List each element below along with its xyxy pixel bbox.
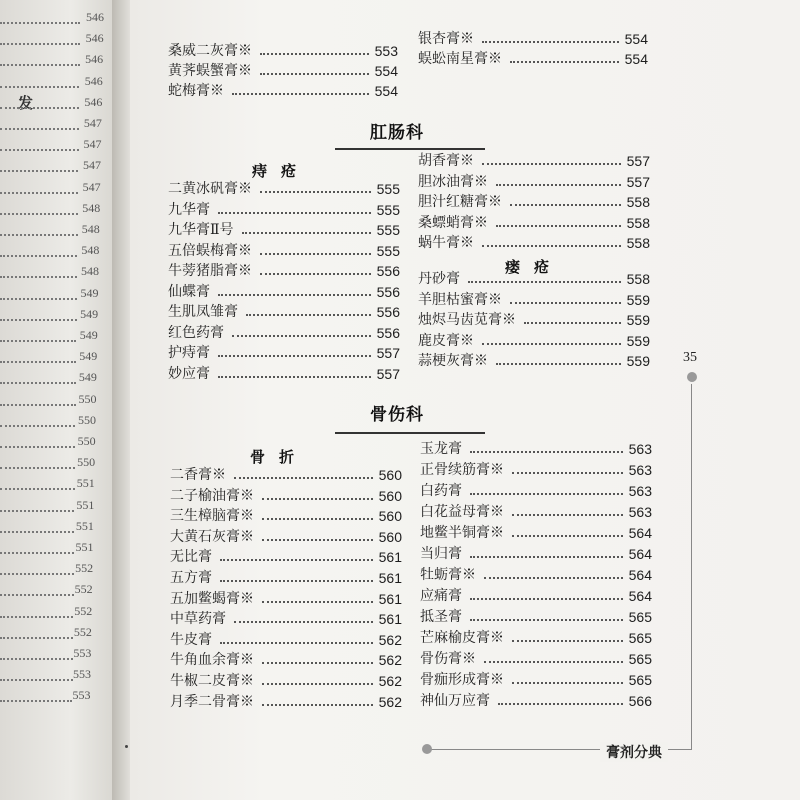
toc-entry: [418, 309, 650, 329]
dot-leader: [0, 213, 78, 215]
dot-leader: [262, 662, 373, 664]
toc-entry-page: 560: [378, 528, 402, 545]
dot-leader: [0, 276, 77, 278]
toc-entry-name: 蜗牛膏※: [418, 235, 474, 251]
page-marker-dot: [687, 372, 697, 382]
toc-entry-page: 559: [626, 332, 650, 349]
dot-leader: [260, 53, 369, 55]
toc-entry: [170, 546, 402, 566]
toc-entry: [420, 627, 652, 647]
left-page-number: 547: [83, 116, 102, 130]
left-page-number: 552: [74, 603, 93, 618]
dot-leader: [218, 294, 371, 296]
toc-entry: [418, 289, 650, 309]
dot-leader: [498, 703, 623, 705]
toc-entry-name: 桑威二灰膏※: [168, 43, 252, 59]
toc-entry-name: 牛椒二皮膏※: [170, 673, 254, 689]
toc-entry-name: 三生樟脑膏※: [170, 508, 254, 525]
toc-entry-name: 白药膏: [420, 483, 462, 499]
toc-entry: [168, 219, 400, 239]
toc-entry: [170, 505, 402, 525]
toc-entry-page: 556: [376, 304, 400, 320]
left-page-number: 551: [76, 497, 95, 512]
left-page-number: 546: [86, 10, 104, 24]
toc-entry: [418, 191, 650, 211]
left-page-number: 550: [77, 434, 96, 448]
toc-entry: [420, 585, 652, 605]
toc-entry-name: 二子榆油膏※: [170, 487, 254, 504]
dot-leader: [220, 559, 373, 561]
left-page-number: 548: [82, 200, 101, 215]
toc-entry-name: 二黄冰矾膏※: [168, 181, 252, 197]
toc-entry-page: 561: [378, 570, 402, 586]
toc-entry: [168, 80, 398, 100]
toc-entry-page: 564: [628, 546, 652, 562]
left-page-number: 550: [77, 455, 96, 470]
section-title-orthopedics: 骨伤科: [370, 405, 424, 425]
toc-entry-page: 554: [374, 83, 398, 99]
toc-entry-name: 牛角血余膏※: [170, 652, 254, 669]
toc-entry-name: 丹砂膏: [418, 271, 460, 287]
toc-entry-name: 五倍蜈梅膏※: [168, 242, 252, 259]
toc-entry: [170, 649, 402, 669]
dot-leader: [260, 73, 369, 75]
dot-leader: [0, 467, 75, 469]
toc-entry-name: 九华膏: [168, 201, 210, 218]
toc-entry-page: 556: [376, 283, 400, 300]
toc-entry-name: 鹿皮膏※: [418, 332, 474, 349]
dot-leader: [0, 298, 77, 300]
toc-entry-name: 烛烬马齿苋膏※: [418, 312, 516, 328]
toc-entry: [168, 40, 398, 60]
dot-leader: [510, 204, 621, 206]
toc-entry-name: 牛皮膏: [170, 631, 212, 648]
toc-entry-page: 555: [376, 201, 400, 218]
left-page-number: 550: [78, 391, 97, 406]
toc-entry-page: 554: [624, 31, 648, 47]
dot-leader: [512, 682, 623, 684]
toc-entry: [418, 171, 650, 191]
toc-entry: [168, 240, 400, 260]
toc-entry-name: 骨伤膏※: [420, 651, 476, 667]
toc-entry: [420, 438, 652, 458]
toc-entry-name: 正骨续筋膏※: [420, 462, 504, 478]
dot-leader: [0, 361, 76, 363]
toc-entry-page: 564: [628, 525, 652, 541]
dot-leader: [510, 302, 621, 304]
dot-leader: [0, 658, 73, 660]
toc-entry-name: 骨痂形成膏※: [420, 672, 504, 688]
toc-entry-page: 558: [626, 271, 650, 287]
dot-leader: [0, 700, 72, 702]
toc-entry-name: 蛇梅膏※: [168, 83, 224, 99]
dot-leader: [242, 232, 371, 234]
left-page-number: 546: [84, 94, 103, 109]
dot-leader: [234, 477, 373, 479]
toc-entry-name: 当归膏: [420, 546, 462, 562]
toc-entry-name: 黄荠蜈蟹膏※: [168, 63, 252, 79]
toc-entry: [168, 301, 400, 321]
toc-entry: [418, 350, 650, 370]
ink-fleck: [125, 745, 128, 748]
toc-entry: [168, 199, 400, 219]
toc-entry-name: 芒麻榆皮膏※: [420, 630, 504, 646]
toc-entry-page: 555: [376, 181, 400, 197]
section-title-rule: [335, 432, 485, 434]
toc-entry: [170, 464, 402, 484]
dot-leader: [482, 41, 619, 43]
dot-leader: [262, 498, 373, 500]
toc-entry: [418, 28, 648, 48]
dot-leader: [218, 355, 371, 357]
toc-entry-page: 559: [626, 353, 650, 369]
dot-leader: [510, 61, 619, 63]
toc-entry-page: 561: [378, 611, 402, 628]
toc-entry-page: 565: [628, 609, 652, 625]
toc-entry-page: 560: [378, 467, 402, 483]
left-page-number: 548: [81, 243, 100, 258]
dot-leader: [0, 43, 80, 45]
dot-leader: [470, 598, 623, 600]
toc-entry-name: 五加鳖蝎膏※: [170, 590, 254, 607]
toc-entry-page: 560: [378, 508, 402, 525]
toc-entry-name: 应痛膏: [420, 588, 462, 604]
toc-entry: [418, 150, 650, 170]
toc-entry-name: 玉龙膏: [420, 441, 462, 457]
toc-entry-page: 555: [376, 222, 400, 238]
dot-leader: [218, 376, 371, 378]
left-page-number: 549: [78, 370, 97, 385]
left-page-number: 551: [75, 540, 94, 554]
toc-entry-page: 564: [628, 567, 652, 583]
footer-book-title: 膏剂分典: [600, 742, 668, 762]
left-page-number: 549: [79, 328, 98, 342]
dot-leader: [0, 382, 76, 384]
dot-leader: [220, 642, 373, 644]
left-page-number: 553: [72, 667, 91, 682]
toc-entry-name: 九华膏Ⅱ号: [168, 222, 234, 238]
dot-leader: [496, 225, 621, 227]
toc-entry-name: 无比膏: [170, 549, 212, 566]
dot-leader: [0, 488, 75, 490]
dot-leader: [512, 514, 623, 516]
left-page-heading: 发: [18, 94, 34, 112]
left-page-number: 547: [83, 137, 102, 152]
toc-entry-page: 564: [628, 588, 652, 604]
toc-entry-page: 558: [626, 235, 650, 251]
toc-entry-name: 五方膏: [170, 570, 212, 586]
footer-marker-dot: [422, 744, 432, 754]
toc-entry: [420, 564, 652, 584]
dot-leader: [0, 170, 78, 172]
toc-entry-page: 559: [626, 312, 650, 328]
toc-entry: [420, 690, 652, 710]
toc-entry-page: 554: [624, 51, 648, 67]
left-page-number: 546: [84, 73, 103, 88]
toc-entry-page: 563: [628, 441, 652, 457]
dot-leader: [482, 245, 621, 247]
dot-leader: [262, 704, 373, 706]
toc-entry-page: 555: [376, 242, 400, 259]
toc-entry: [420, 480, 652, 500]
toc-entry-name: 蒜梗灰膏※: [418, 353, 488, 369]
dot-leader: [0, 22, 80, 24]
toc-entry: [170, 629, 402, 649]
dot-leader: [468, 281, 621, 283]
toc-entry-page: 562: [378, 631, 402, 648]
dot-leader: [218, 212, 371, 214]
toc-entry: [168, 363, 400, 383]
dot-leader: [0, 616, 73, 618]
dot-leader: [512, 640, 623, 642]
toc-entry-page: 565: [628, 672, 652, 688]
dot-leader: [0, 86, 79, 88]
left-page-number: 547: [83, 158, 102, 173]
dot-leader: [0, 64, 80, 66]
toc-entry-page: 554: [374, 63, 398, 79]
toc-entry-page: 557: [376, 365, 400, 382]
toc-entry: [168, 60, 398, 80]
toc-entry: [418, 212, 650, 232]
toc-entry-page: 561: [378, 590, 402, 607]
dot-leader: [512, 472, 623, 474]
toc-entry-name: 神仙万应膏: [420, 693, 490, 709]
dot-leader: [232, 93, 369, 95]
toc-entry-page: 557: [376, 345, 400, 361]
dot-leader: [524, 322, 621, 324]
toc-entry: [418, 268, 650, 288]
toc-entry-name: 牡蛎膏※: [420, 567, 476, 583]
toc-entry: [420, 669, 652, 689]
toc-entry: [418, 48, 648, 68]
left-page-number: 553: [72, 688, 91, 703]
dot-leader: [0, 531, 74, 533]
toc-entry-name: 牛蒡猪脂膏※: [168, 263, 252, 279]
left-page-number: 546: [85, 31, 104, 46]
toc-entry: [418, 330, 650, 350]
toc-entry-page: 562: [378, 673, 402, 689]
toc-entry-name: 妙应膏: [168, 365, 210, 382]
dot-leader: [0, 192, 78, 194]
toc-entry-name: 羊胆枯蜜膏※: [418, 291, 502, 308]
toc-entry: [170, 526, 402, 546]
dot-leader: [260, 273, 371, 275]
toc-entry: [168, 260, 400, 280]
toc-entry-page: 557: [626, 153, 650, 169]
toc-entry-page: 556: [376, 263, 400, 279]
toc-entry: [170, 691, 402, 711]
toc-entry: [420, 501, 652, 521]
toc-entry-page: 563: [628, 462, 652, 478]
dot-leader: [0, 107, 79, 109]
toc-entry: [170, 588, 402, 608]
toc-entry-page: 565: [628, 651, 652, 667]
toc-entry-page: 563: [628, 504, 652, 520]
dot-leader: [0, 319, 77, 321]
subhead-hemorrhoids: 痔疮: [252, 162, 311, 180]
section-title-anorectal: 肛肠科: [370, 123, 424, 143]
dot-leader: [0, 594, 74, 596]
toc-entry-page: 556: [376, 324, 400, 341]
dot-leader: [0, 679, 73, 681]
toc-entry: [420, 543, 652, 563]
left-page-number: 547: [82, 179, 101, 194]
subhead-fistula: 瘘疮: [505, 258, 564, 276]
left-page-number: 548: [81, 222, 100, 236]
dot-leader: [0, 446, 75, 448]
left-page-number: 551: [75, 518, 94, 533]
toc-entry: [420, 648, 652, 668]
dot-leader: [0, 552, 74, 554]
toc-entry-page: 559: [626, 291, 650, 308]
toc-entry: [170, 567, 402, 587]
dot-leader: [0, 573, 74, 575]
dot-leader: [0, 128, 79, 130]
dot-leader: [260, 191, 371, 193]
dot-leader: [470, 451, 623, 453]
toc-entry-name: 地鳖半铜膏※: [420, 525, 504, 541]
left-page-number: 548: [80, 264, 99, 279]
dot-leader: [262, 539, 373, 541]
toc-entry-name: 月季二骨膏※: [170, 693, 254, 710]
dot-leader: [482, 343, 621, 345]
toc-entry-page: 563: [628, 483, 652, 499]
dot-leader: [484, 577, 623, 579]
page-side-rule: [691, 384, 692, 749]
toc-entry-page: 558: [626, 214, 650, 231]
toc-entry-page: 562: [378, 652, 402, 669]
dot-leader: [260, 253, 371, 255]
toc-entry: [168, 342, 400, 362]
toc-entry-name: 白花益母膏※: [420, 504, 504, 520]
dot-leader: [470, 619, 623, 621]
left-page-number: 551: [76, 476, 95, 491]
dot-leader: [470, 556, 623, 558]
dot-leader: [482, 163, 621, 165]
dot-leader: [0, 404, 76, 406]
toc-entry: [170, 485, 402, 505]
toc-entry: [168, 322, 400, 342]
left-page-number: 546: [85, 52, 104, 67]
left-page-number: 550: [78, 412, 97, 427]
toc-entry-name: 蜈蚣南星膏※: [418, 51, 502, 67]
left-page-number: 553: [73, 646, 92, 660]
toc-entry: [418, 232, 650, 252]
toc-entry-name: 二香膏※: [170, 467, 226, 483]
toc-entry-page: 562: [378, 693, 402, 710]
toc-entry-name: 银杏膏※: [418, 31, 474, 47]
toc-entry-name: 胆汁红糖膏※: [418, 194, 502, 210]
toc-entry: [168, 178, 400, 198]
toc-entry-name: 抵圣膏: [420, 609, 462, 625]
subhead-fracture: 骨折: [250, 448, 309, 466]
toc-entry-name: 中草药膏: [170, 611, 226, 628]
toc-entry-page: 558: [626, 194, 650, 210]
left-page: [0, 0, 118, 800]
dot-leader: [262, 518, 373, 520]
dot-leader: [0, 255, 77, 257]
toc-entry-page: 566: [628, 693, 652, 709]
page-number: 35: [683, 350, 697, 365]
toc-entry-name: 大黄石灰膏※: [170, 528, 254, 545]
left-page-number: 552: [73, 624, 92, 639]
dot-leader: [232, 335, 371, 337]
dot-leader: [470, 493, 623, 495]
toc-entry-name: 桑螵蛸膏※: [418, 214, 488, 231]
toc-entry-page: 561: [378, 549, 402, 566]
dot-leader: [496, 363, 621, 365]
toc-entry: [170, 670, 402, 690]
left-page-number: 549: [79, 349, 98, 364]
dot-leader: [0, 637, 73, 639]
dot-leader: [484, 661, 623, 663]
dot-leader: [0, 149, 79, 151]
toc-entry: [170, 608, 402, 628]
dot-leader: [0, 510, 74, 512]
right-page: [130, 0, 800, 800]
toc-entry-name: 仙蝶膏: [168, 283, 210, 300]
toc-entry-name: 胆冰油膏※: [418, 173, 488, 190]
toc-entry-page: 557: [626, 173, 650, 190]
dot-leader: [262, 601, 373, 603]
dot-leader: [234, 621, 373, 623]
dot-leader: [512, 535, 623, 537]
toc-entry: [420, 522, 652, 542]
left-page-number: 549: [80, 285, 99, 300]
dot-leader: [262, 683, 373, 685]
toc-entry-page: 553: [374, 43, 398, 59]
dot-leader: [0, 425, 75, 427]
toc-entry-page: 560: [378, 487, 402, 504]
dot-leader: [0, 340, 76, 342]
left-page-number: 552: [74, 582, 93, 597]
toc-entry: [420, 459, 652, 479]
toc-entry-page: 565: [628, 630, 652, 646]
toc-entry-name: 生肌凤雏膏: [168, 304, 238, 320]
dot-leader: [220, 580, 373, 582]
left-page-number: 549: [80, 306, 99, 321]
toc-entry: [420, 606, 652, 626]
toc-entry: [168, 281, 400, 301]
dot-leader: [496, 184, 621, 186]
dot-leader: [0, 234, 78, 236]
toc-entry-name: 护痔膏: [168, 345, 210, 361]
left-page-number: 552: [75, 561, 94, 576]
toc-entry-name: 红色药膏: [168, 324, 224, 341]
toc-entry-name: 胡香膏※: [418, 153, 474, 169]
dot-leader: [246, 314, 371, 316]
